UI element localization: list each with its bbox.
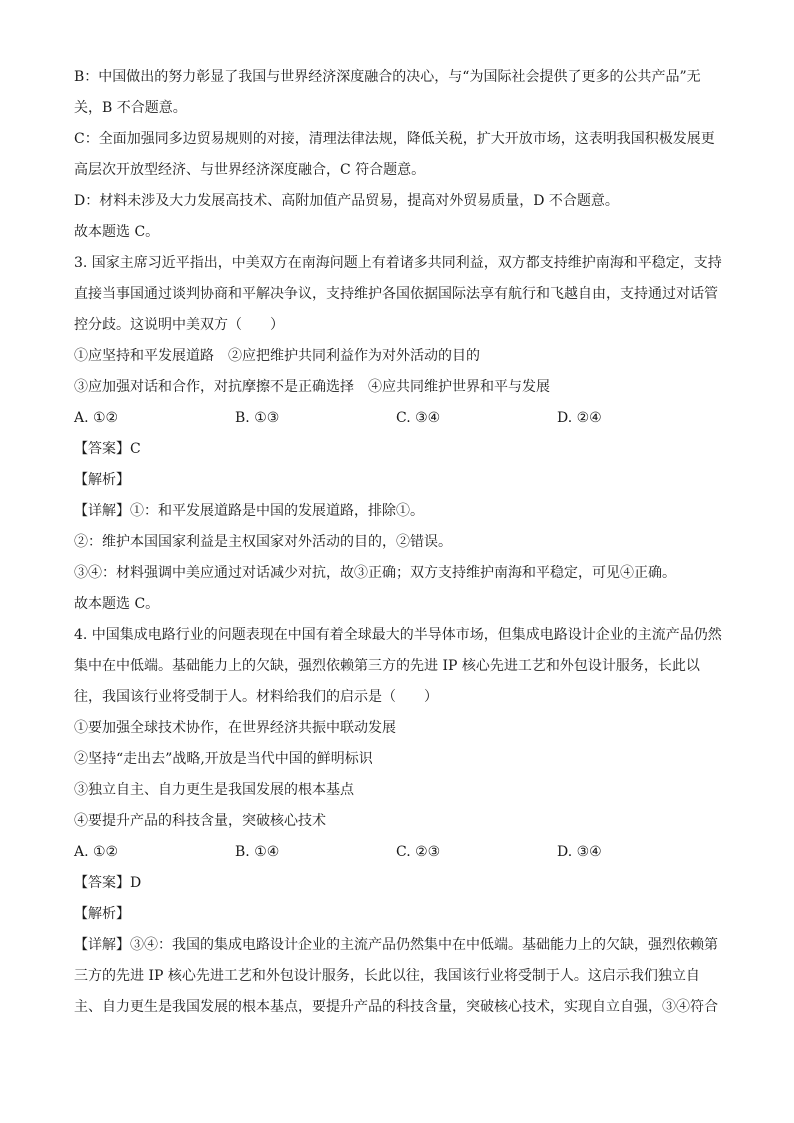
option-d: D. ②④ xyxy=(557,410,602,426)
answer-label: 【答案】D xyxy=(74,875,142,891)
text-line: B：中国做出的努力彰显了我国与世界经济深度融合的决心，与“为国际社会提供了更多的公共产品”无 xyxy=(74,69,701,85)
analysis-label: 【解析】 xyxy=(74,472,130,488)
detail-line: 【详解】①：和平发展道路是中国的发展道路，排除①。 xyxy=(74,503,424,519)
statement-line: ③应加强对话和合作，对抗摩擦不是正确选择 ④应共同维护世界和平与发展 xyxy=(74,379,550,395)
text-line: 高层次开放型经济、与世界经济深度融合，C 符合题意。 xyxy=(74,162,426,178)
option-a: A. ①② xyxy=(74,844,119,860)
text-line: 关，B 不合题意。 xyxy=(74,100,187,116)
option-a: A. ①② xyxy=(74,410,119,426)
text-line: 控分歧。这说明中美双方（ ） xyxy=(74,317,284,333)
text-line: 故本题选 C。 xyxy=(74,596,160,612)
statement-line: ②坚持“走出去”战略,开放是当代中国的鲜明标识 xyxy=(74,751,373,767)
text-line: 故本题选 C。 xyxy=(74,224,160,240)
statement-line: ①应坚持和平发展道路 ②应把维护共同利益作为对外活动的目的 xyxy=(74,348,480,364)
option-b: B. ①③ xyxy=(235,410,280,426)
option-c: C. ③④ xyxy=(396,410,441,426)
option-d: D. ③④ xyxy=(557,844,602,860)
statement-line: ③独立自主、自力更生是我国发展的根本基点 xyxy=(74,782,354,798)
question-4-options xyxy=(74,837,724,868)
statement-line: ④要提升产品的科技含量，突破核心技术 xyxy=(74,813,326,829)
text-line: 直接当事国通过谈判协商和平解决争议，支持维护各国依据国际法享有航行和飞越自由，支持通过对话管 xyxy=(74,286,718,302)
text-line: 往，我国该行业将受制于人。材料给我们的启示是（ ） xyxy=(74,689,438,705)
text-line: D：材料未涉及大力发展高技术、高附加值产品贸易，提高对外贸易质量，D 不合题意。 xyxy=(74,193,619,209)
option-b: B. ①④ xyxy=(235,844,280,860)
question-4-stem: 4. 中国集成电路行业的问题表现在中国有着全球最大的半导体市场，但集成电路设计企业的主流产品仍然 xyxy=(74,627,722,643)
analysis-label: 【解析】 xyxy=(74,906,130,922)
detail-line: 主、自力更生是我国发展的根本基点，要提升产品的科技含量，突破核心技术，实现自立自强，③④符合 xyxy=(74,999,718,1015)
detail-line: 三方的先进 IP 核心先进工艺和外包设计服务，长此以往，我国该行业将受制于人。这启示我们独立自 xyxy=(74,968,700,984)
answer-label: 【答案】C xyxy=(74,441,141,457)
detail-line: ③④：材料强调中美应通过对话减少对抗，故③正确；双方支持维护南海和平稳定，可见④正确。 xyxy=(74,565,676,581)
detail-line: 【详解】③④：我国的集成电路设计企业的主流产品仍然集中在中低端。基础能力上的欠缺，强烈依赖第 xyxy=(74,937,718,953)
text-line: C：全面加强同多边贸易规则的对接，清理法律法规，降低关税，扩大开放市场，这表明我国积极发展更 xyxy=(74,131,715,147)
statement-line: ①要加强全球技术协作，在世界经济共振中联动发展 xyxy=(74,720,396,736)
detail-line: ②：维护本国国家利益是主权国家对外活动的目的，②错误。 xyxy=(74,534,452,550)
option-c: C. ②③ xyxy=(396,844,441,860)
question-3-stem: 3. 国家主席习近平指出，中美双方在南海问题上有着诸多共同利益，双方都支持维护南海和平稳定，支持 xyxy=(74,255,722,271)
document-page xyxy=(74,62,724,1023)
question-3-options xyxy=(74,403,724,434)
text-line: 集中在中低端。基础能力上的欠缺，强烈依赖第三方的先进 IP 核心先进工艺和外包设计服务，长此以 xyxy=(74,658,700,674)
